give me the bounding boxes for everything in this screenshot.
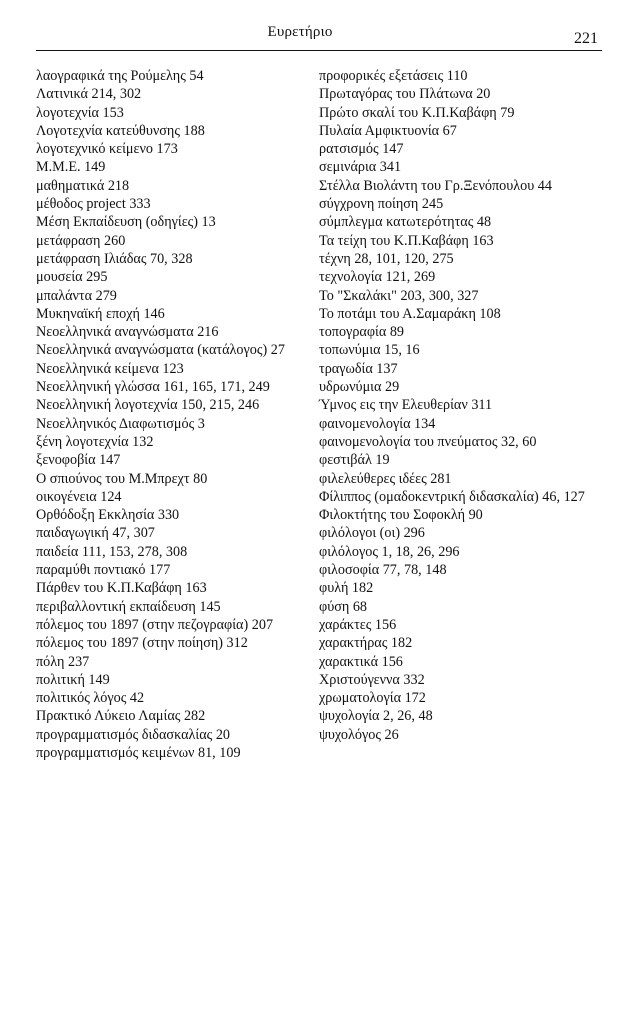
page-number: 221 [574, 30, 598, 47]
index-entry: ψυχολόγος 26 [319, 726, 399, 743]
index-entry: Μυκηναϊκή εποχή 146 [36, 305, 165, 322]
index-entry: ξένη λογοτεχνία 132 [36, 433, 154, 450]
index-entry: Μέση Εκπαίδευση (οδηγίες) 13 [36, 214, 216, 231]
index-entry: Ορθόδοξη Εκκλησία 330 [36, 507, 180, 524]
index-entry: πολιτική 149 [36, 671, 110, 688]
index-entry: Φιλοκτήτης του Σοφοκλή 90 [319, 507, 483, 524]
index-entry: Νεοελληνικά αναγνώσματα 216 [36, 324, 219, 341]
index-entry: Ύμνος εις την Ελευθερίαν 311 [319, 397, 493, 414]
index-entry: μέθοδος project 333 [36, 196, 151, 213]
index-entry: μαθηματικά 218 [36, 177, 130, 194]
index-entry: χαρακτικά 156 [319, 653, 403, 670]
index-entry: παιδεία 111, 153, 278, 308 [36, 543, 188, 560]
index-entry: τοπογραφία 89 [319, 324, 405, 341]
index-entry: φαινομενολογία 134 [319, 415, 436, 432]
index-entry: Μ.Μ.Ε. 149 [36, 159, 106, 176]
index-entry: πόλεμος του 1897 (στην πεζογραφία) 207 [36, 616, 274, 633]
index-entry: φεστιβάλ 19 [319, 452, 390, 469]
index-entry: τεχνολογία 121, 269 [319, 269, 436, 286]
index-entry: Λογοτεχνία κατεύθυνσης 188 [36, 122, 205, 139]
index-column-left [36, 67, 306, 762]
index-entry: φυλή 182 [319, 580, 374, 597]
index-entry: λαογραφικά της Ρούμελης 54 [36, 68, 204, 84]
index-entry: φιλελεύθερες ιδέες 281 [319, 470, 452, 487]
index-entry: υδρωνύμια 29 [319, 379, 400, 396]
index-entry: πόλη 237 [36, 653, 90, 670]
index-entry: Στέλλα Βιολάντη του Γρ.Ξενόπουλου 44 [319, 177, 552, 194]
index-entry: οικογένεια 124 [36, 488, 122, 505]
index-entry: σεμινάρια 341 [319, 159, 402, 176]
index-entry: Τα τείχη του Κ.Π.Καβάφη 163 [319, 232, 494, 249]
index-entry: μετάφραση Ιλιάδας 70, 328 [36, 250, 193, 267]
index-entry: φιλόλογοι (οι) 296 [319, 525, 425, 542]
index-entry: φιλόλογος 1, 18, 26, 296 [319, 543, 460, 560]
index-entry: λογοτεχνικό κείμενο 173 [36, 141, 178, 158]
index-entry: Νεοελληνική λογοτεχνία 150, 215, 246 [36, 397, 260, 414]
index-entry: τοπωνύμια 15, 16 [319, 342, 420, 359]
index-entry: προγραμματισμός διδασκαλίας 20 [36, 726, 231, 743]
index-entry: Πρωταγόρας του Πλάτωνα 20 [319, 86, 491, 103]
index-entry: Νεοελληνική γλώσσα 161, 165, 171, 249 [36, 379, 270, 396]
index-entry: Το "Σκαλάκι" 203, 300, 327 [319, 287, 479, 304]
running-header-title: Ευρετήριο [267, 24, 333, 40]
index-entry: Νεοελληνικά κείμενα 123 [36, 360, 184, 377]
index-entry: Ο σπιούνος του Μ.Μπρεχτ 80 [36, 470, 208, 487]
index-entry: τέχνη 28, 101, 120, 275 [319, 250, 454, 267]
index-entry: μπαλάντα 279 [36, 287, 117, 304]
index-entry: φιλοσοφία 77, 78, 148 [319, 562, 447, 579]
index-entry: Πυλαία Αμφικτυονία 67 [319, 122, 457, 139]
index-entry: Πρακτικό Λύκειο Λαμίας 282 [36, 708, 206, 725]
index-entry: μουσεία 295 [36, 269, 108, 286]
index-entry: φαινομενολογία του πνεύματος 32, 60 [319, 433, 537, 450]
index-entry: Νεοελληνικός Διαφωτισμός 3 [36, 415, 205, 432]
index-entry: ψυχολογία 2, 26, 48 [319, 708, 433, 725]
index-entry: Πάρθεν του Κ.Π.Καβάφη 163 [36, 580, 207, 597]
index-entry: πόλεμος του 1897 (στην ποίηση) 312 [36, 635, 248, 652]
index-entry: ρατσισμός 147 [319, 141, 404, 158]
index-entry: Λατινικά 214, 302 [36, 86, 142, 103]
index-entry: μετάφραση 260 [36, 232, 126, 249]
index-entry: Νεοελληνικά αναγνώσματα (κατάλογος) 27 [36, 342, 285, 359]
header-rule [36, 50, 602, 51]
index-entry: περιβαλλοντική εκπαίδευση 145 [36, 598, 221, 615]
index-entry: Πρώτο σκαλί του Κ.Π.Καβάφη 79 [319, 104, 515, 121]
index-entry: παραμύθι ποντιακό 177 [36, 562, 171, 579]
index-entry: παιδαγωγική 47, 307 [36, 525, 155, 542]
index-entry: Χριστούγεννα 332 [319, 671, 425, 688]
index-entry: χαρακτήρας 182 [319, 635, 413, 652]
index-entry: φύση 68 [319, 598, 368, 615]
index-entry: πολιτικός λόγος 42 [36, 690, 145, 707]
index-entry: τραγωδία 137 [319, 360, 398, 377]
index-entry: λογοτεχνία 153 [36, 104, 124, 121]
index-entry: σύγχρονη ποίηση 245 [319, 196, 444, 213]
index-entry: Φίλιππος (ομαδοκεντρική διδασκαλία) 46, 127 [319, 488, 585, 505]
index-entry: χαράκτες 156 [319, 616, 397, 633]
index-entry: προφορικές εξετάσεις 110 [319, 68, 468, 84]
index-entry: χρωματολογία 172 [319, 690, 426, 707]
index-entry: Το ποτάμι του Α.Σαμαράκη 108 [319, 305, 501, 322]
index-entry: προγραμματισμός κειμένων 81, 109 [36, 744, 241, 761]
index-column-right [319, 67, 609, 744]
index-entry: ξενοφοβία 147 [36, 452, 121, 469]
index-entry: σύμπλεγμα κατωτερότητας 48 [319, 214, 492, 231]
